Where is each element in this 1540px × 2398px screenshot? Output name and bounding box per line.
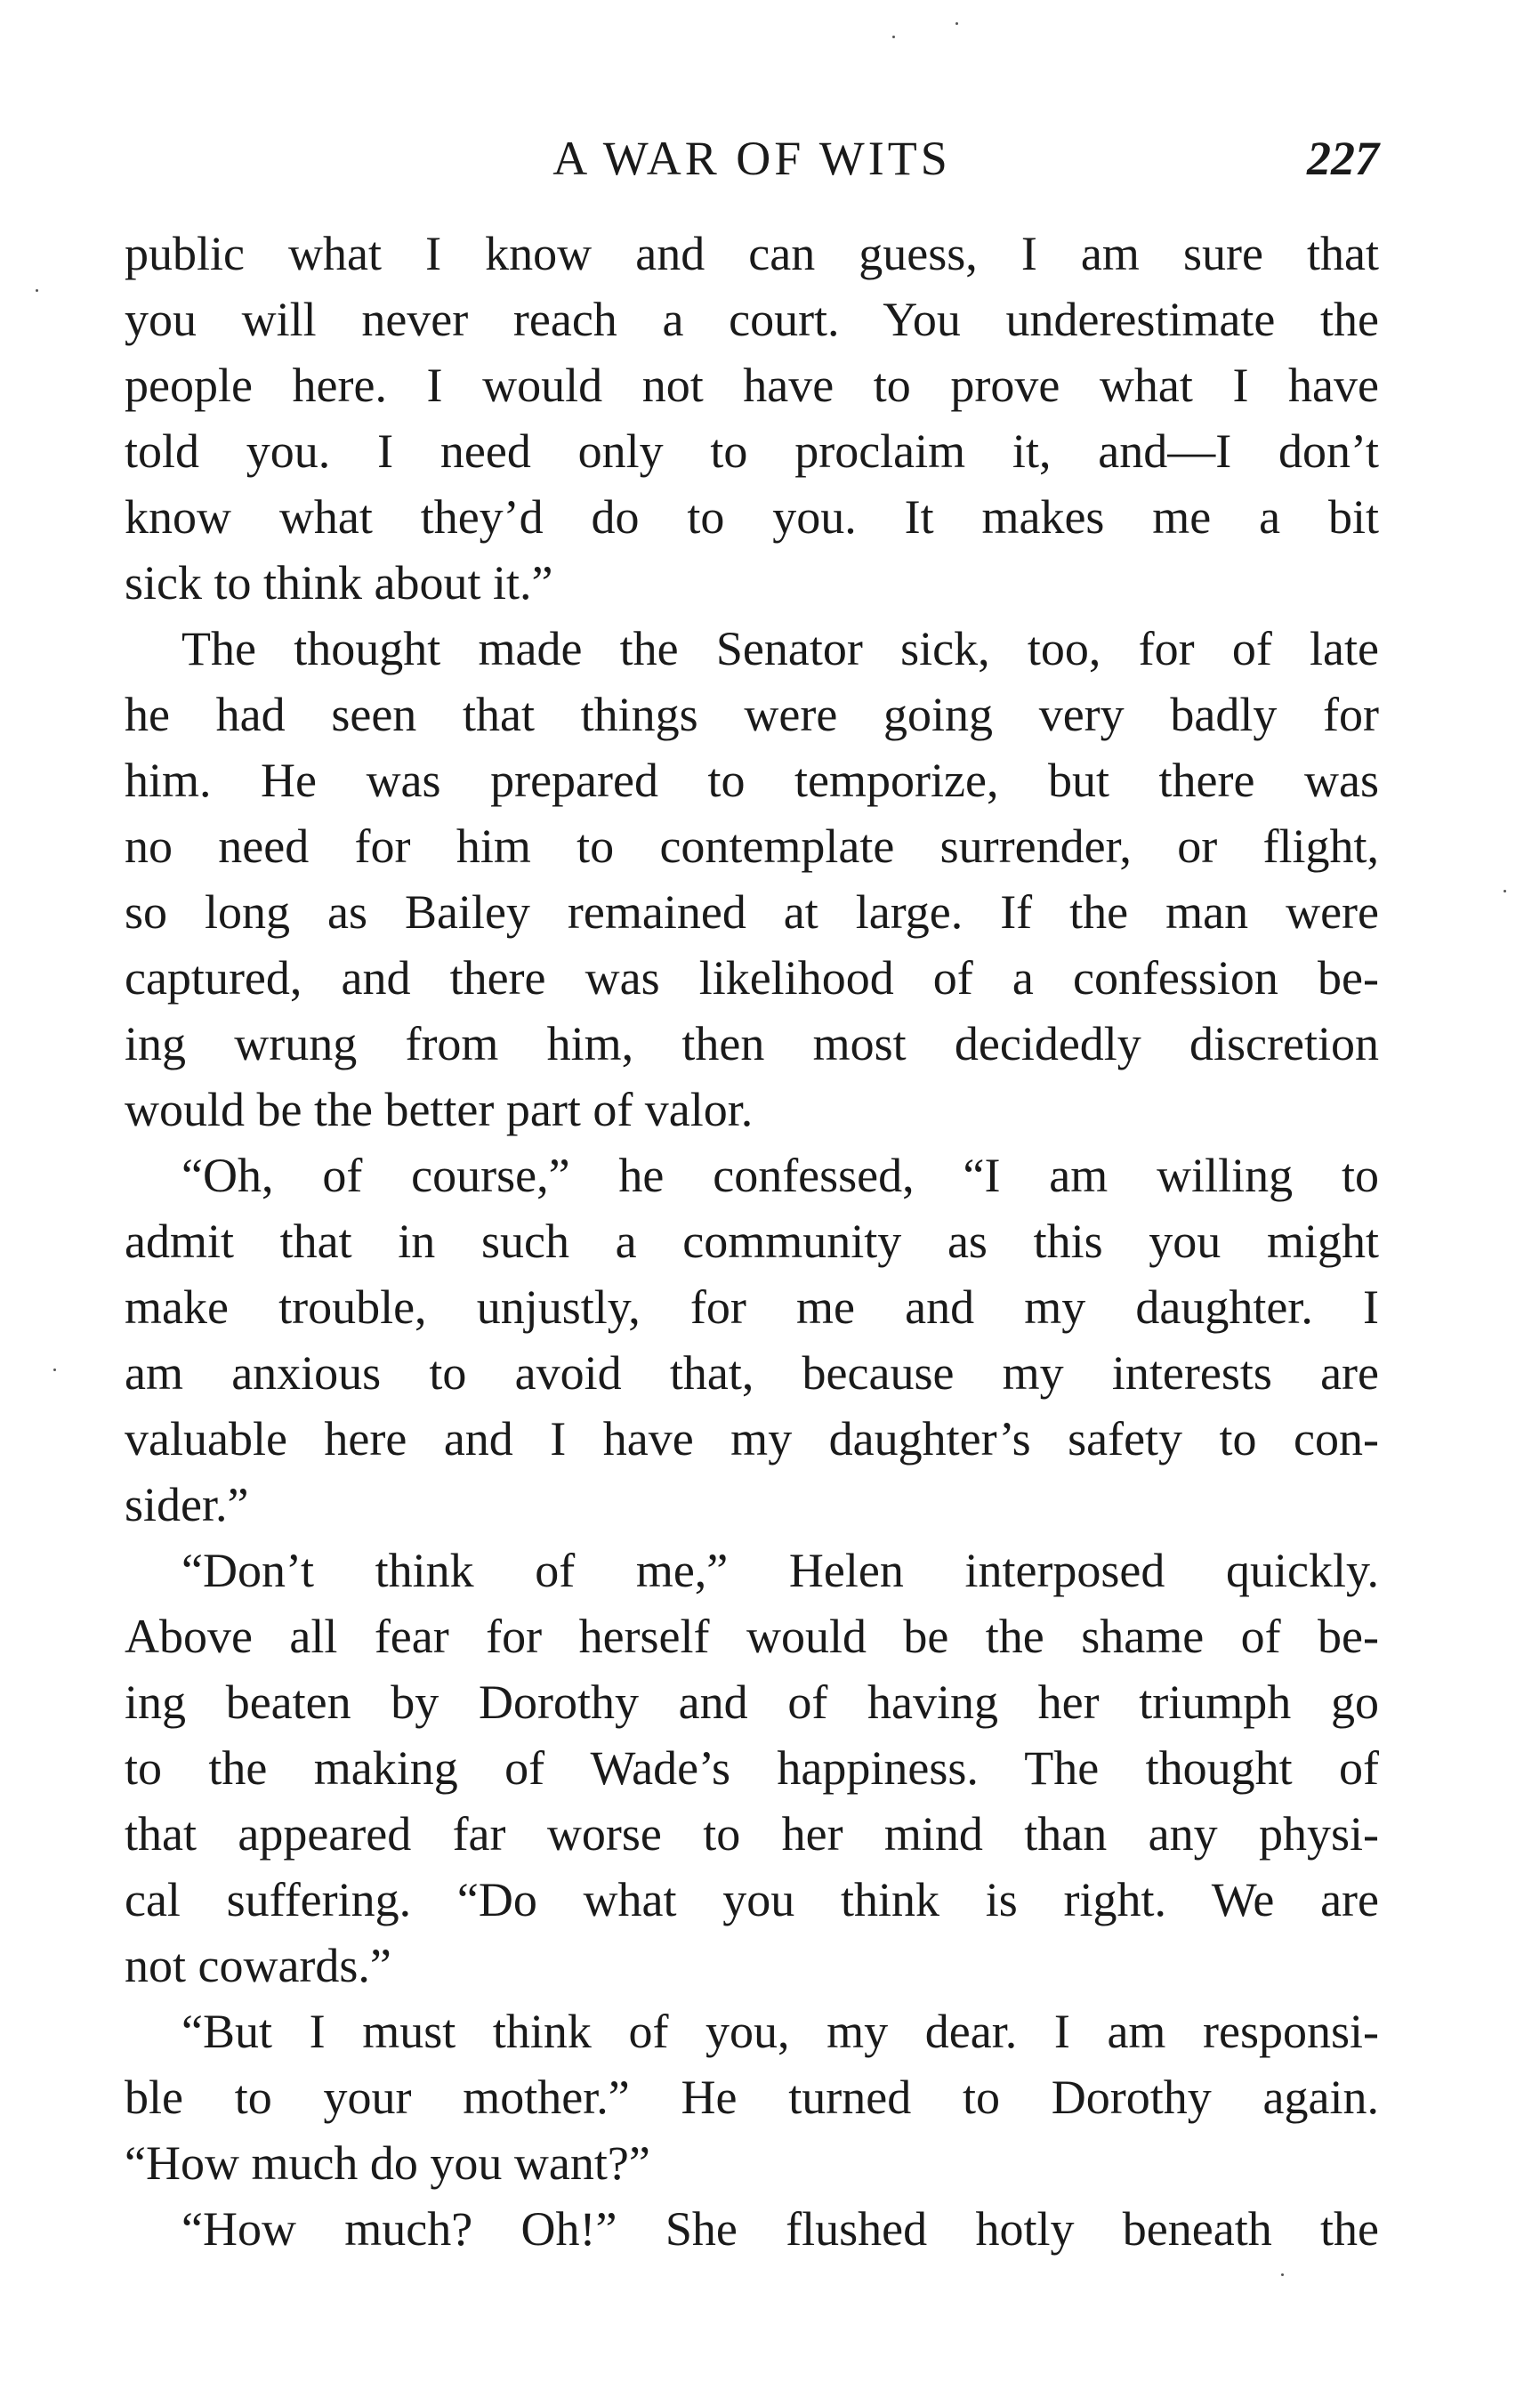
text-line: am anxious to avoid that, because my interests are — [125, 1346, 1379, 1400]
text-line: ble to your mother.” He turned to Dorothy again. — [125, 2071, 1379, 2124]
text-line: “But I must think of you, my dear. I am responsi- — [181, 2005, 1379, 2058]
text-line: to the making of Wade’s happiness. The thought of — [125, 1741, 1379, 1795]
text-line: make trouble, unjustly, for me and my daughter. I — [125, 1280, 1379, 1334]
text-line: you will never reach a court. You underestimate the — [125, 293, 1379, 346]
text-line: captured, and there was likelihood of a confession be- — [125, 951, 1379, 1005]
text-line: valuable here and I have my daughter’s safety to con- — [125, 1412, 1379, 1465]
text-line: he had seen that things were going very badly for — [125, 688, 1379, 741]
body-text — [125, 221, 1379, 2262]
paper-speck — [955, 22, 958, 25]
running-title: A WAR OF WITS — [552, 132, 951, 185]
text-line: not cowards.” — [125, 1939, 391, 1992]
text-line: him. He was prepared to temporize, but there was — [125, 754, 1379, 807]
text-line: would be the better part of valor. — [125, 1083, 754, 1136]
text-line: “Oh, of course,” he confessed, “I am willing to — [181, 1149, 1379, 1202]
paper-speck — [1281, 2273, 1284, 2276]
text-line: ing wrung from him, then most decidedly discretion — [125, 1017, 1379, 1070]
text-line: Above all fear for herself would be the shame of be- — [125, 1610, 1379, 1663]
paper-speck — [1504, 890, 1506, 892]
text-line: The thought made the Senator sick, too, for of late — [181, 622, 1379, 675]
text-line: sider.” — [125, 1478, 249, 1531]
text-line: “How much? Oh!” She flushed hotly beneath the — [181, 2202, 1379, 2256]
text-line: “How much do you want?” — [125, 2136, 650, 2190]
text-line: know what they’d do to you. It makes me a bit — [125, 490, 1379, 544]
paper-speck — [36, 289, 38, 292]
paper-speck — [53, 1369, 56, 1371]
text-line: people here. I would not have to prove what I have — [125, 359, 1379, 412]
text-line: admit that in such a community as this you might — [125, 1215, 1379, 1268]
text-line: cal suffering. “Do what you think is right. We are — [125, 1873, 1379, 1926]
text-line: told you. I need only to proclaim it, and—I don’t — [125, 424, 1379, 478]
text-line: no need for him to contemplate surrender, or flight, — [125, 820, 1379, 873]
page-number: 227 — [1307, 132, 1379, 185]
text-line: ing beaten by Dorothy and of having her triumph go — [125, 1675, 1379, 1729]
text-line: that appeared far worse to her mind than any physi- — [125, 1807, 1379, 1861]
text-line: sick to think about it.” — [125, 556, 553, 610]
text-line: public what I know and can guess, I am sure that — [125, 227, 1379, 280]
paper-speck — [892, 36, 895, 38]
running-head — [125, 123, 1379, 194]
text-line: “Don’t think of me,” Helen interposed quickly. — [181, 1544, 1379, 1597]
text-line: so long as Bailey remained at large. If the man were — [125, 885, 1379, 939]
